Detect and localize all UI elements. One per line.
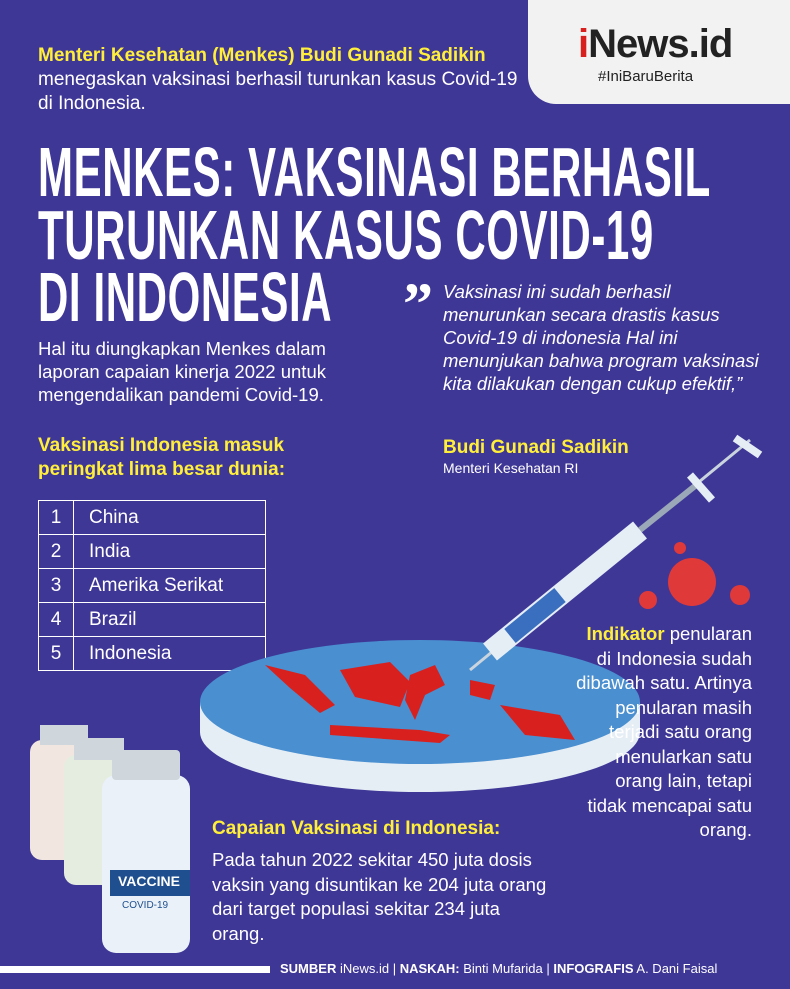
virus-icon [639, 542, 750, 609]
intro-rest: menegaskan vaksinasi berhasil turunkan kasus Covid-19 di Indonesia. [38, 69, 518, 114]
footer-bar [0, 966, 270, 973]
quote-name: Budi Gunadi Sadikin [443, 437, 629, 458]
country: Brazil [74, 603, 266, 637]
headline-line-2: TURUNKAN KASUS COVID-19 [38, 196, 654, 274]
logo-i: i [578, 22, 589, 66]
capaian-title: Capaian Vaksinasi di Indonesia: [212, 818, 501, 839]
intro-highlight: Menteri Kesehatan (Menkes) Budi Gunadi Sadikin [38, 45, 486, 66]
footer-credits [280, 961, 717, 976]
paragraph: Hal itu diungkapkan Menkes dalam laporan capaian kinerja 2022 untuk mengendalikan pandemi Covid-19. [38, 338, 326, 405]
headline-line-3: DI INDONESIA [38, 258, 333, 336]
graphic-label: INFOGRAFIS [553, 961, 634, 976]
rank: 1 [39, 501, 74, 535]
rank: 5 [39, 637, 74, 671]
quote-mark-icon: ” [403, 271, 433, 337]
country: Indonesia [74, 637, 266, 671]
country: India [74, 535, 266, 569]
capaian-body: Pada tahun 2022 sekitar 450 juta dosis vaksin yang disuntikan ke 204 juta orang dari target populasi sekitar 234 juta orang. [212, 849, 547, 944]
country: Amerika Serikat [74, 569, 266, 603]
graphic-value: A. Dani Faisal [633, 961, 718, 976]
intro-text [38, 44, 518, 116]
source-label: SUMBER [280, 961, 337, 976]
indicator-text [572, 622, 752, 843]
writer-value: Binti Mufarida | [459, 961, 554, 976]
quote-role: Menteri Kesehatan RI [443, 460, 579, 476]
indicator-highlight: Indikator [586, 623, 665, 644]
ranking-title: Vaksinasi Indonesia masuk peringkat lima besar dunia: [38, 435, 286, 480]
source-value: iNews.id | [336, 961, 400, 976]
headline-line-1: MENKES: VAKSINASI BERHASIL [38, 133, 711, 211]
country: China [74, 501, 266, 535]
rank: 4 [39, 603, 74, 637]
indicator-rest: penularan di Indonesia sudah dibawah satu. Artinya penularan masih terjadi satu orang menularkan satu orang lain, tetapi tidak mencapai satu orang. [576, 623, 752, 840]
logo-text: News.id [588, 22, 733, 66]
vaccine-vials-icon [30, 725, 190, 953]
tagline: #IniBaruBerita [598, 68, 694, 85]
vial-label: VACCINE [118, 873, 180, 889]
inews-logo [578, 22, 732, 67]
quote-text: Vaksinasi ini sudah berhasil menurunkan secara drastis kasus Covid-19 di indonesia Hal ini menunjukan bahwa program vaksinasi kita dilakukan dengan cukup efektif,” [443, 281, 759, 394]
writer-label: NASKAH: [399, 961, 460, 976]
vial-sub: COVID-19 [122, 900, 169, 911]
rank: 3 [39, 569, 74, 603]
rank: 2 [39, 535, 74, 569]
